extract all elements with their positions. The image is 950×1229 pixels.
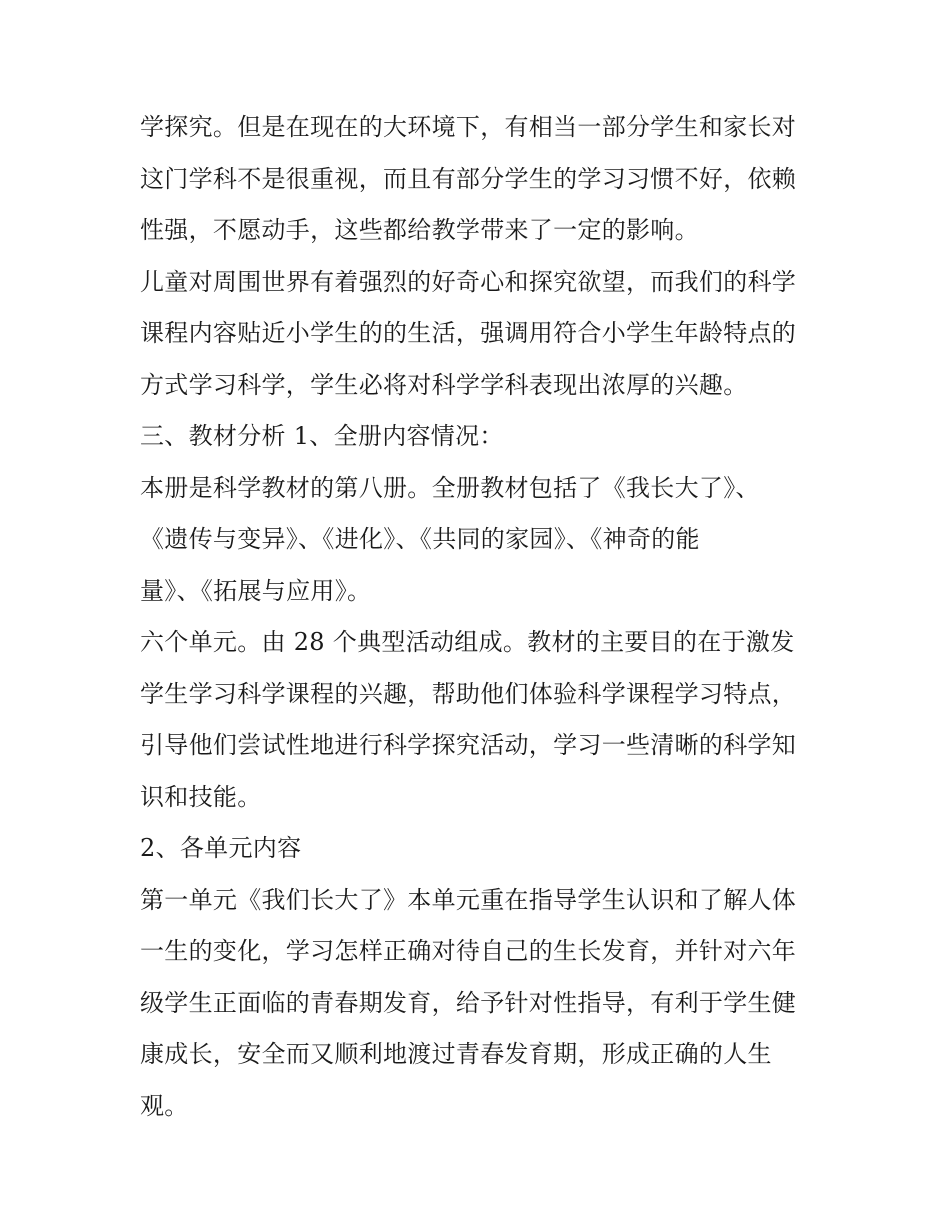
text-line: 本册是科学教材的第八册。全册教材包括了《我长大了》、 [140, 473, 760, 502]
text-line: 级学生正面临的青春期发育，给予针对性指导，有利于学生健 [140, 988, 797, 1017]
text-line: 学生学习科学课程的兴趣，帮助他们体验科学课程学习特点， [140, 679, 797, 708]
text-line: 六个单元。由 28 个典型活动组成。教材的主要目的在于激发 [140, 628, 795, 656]
text-line: 课程内容贴近小学生的的生活，强调用符合小学生年龄特点的 [140, 319, 797, 347]
section-heading: 三、教材分析 1、全册内容情况： [140, 422, 504, 450]
subsection-heading: 2、各单元内容 [140, 834, 302, 862]
text-line: 这门学科不是很重视，而且有部分学生的学习习惯不好，依赖 [140, 164, 797, 193]
text-line: 识和技能。 [140, 782, 262, 811]
text-line: 《遗传与变异》、《进化》、《共同的家园》、《神奇的能 [140, 525, 700, 553]
text-line: 量》、《拓展与应用》。 [140, 576, 372, 605]
text-line: 儿童对周围世界有着强烈的好奇心和探究欲望，而我们的科学 [140, 267, 797, 296]
text-line: 观。 [140, 1091, 189, 1120]
text-line: 性强，不愿动手，这些都给教学带来了一定的影响。 [140, 216, 699, 244]
text-line: 学探究。但是在现在的大环境下，有相当一部分学生和家长对 [140, 113, 797, 141]
text-line: 第一单元《我们长大了》本单元重在指导学生认识和了解人体 [140, 885, 797, 914]
document-body [140, 102, 830, 1132]
text-line: 一生的变化，学习怎样正确对待自己的生长发育，并针对六年 [140, 937, 797, 965]
text-line: 引导他们尝试性地进行科学探究活动，学习一些清晰的科学知 [140, 731, 797, 759]
text-line: 康成长，安全而又顺利地渡过青春发育期，形成正确的人生 [140, 1040, 772, 1068]
text-line: 方式学习科学，学生必将对科学学科表现出浓厚的兴趣。 [140, 370, 748, 399]
